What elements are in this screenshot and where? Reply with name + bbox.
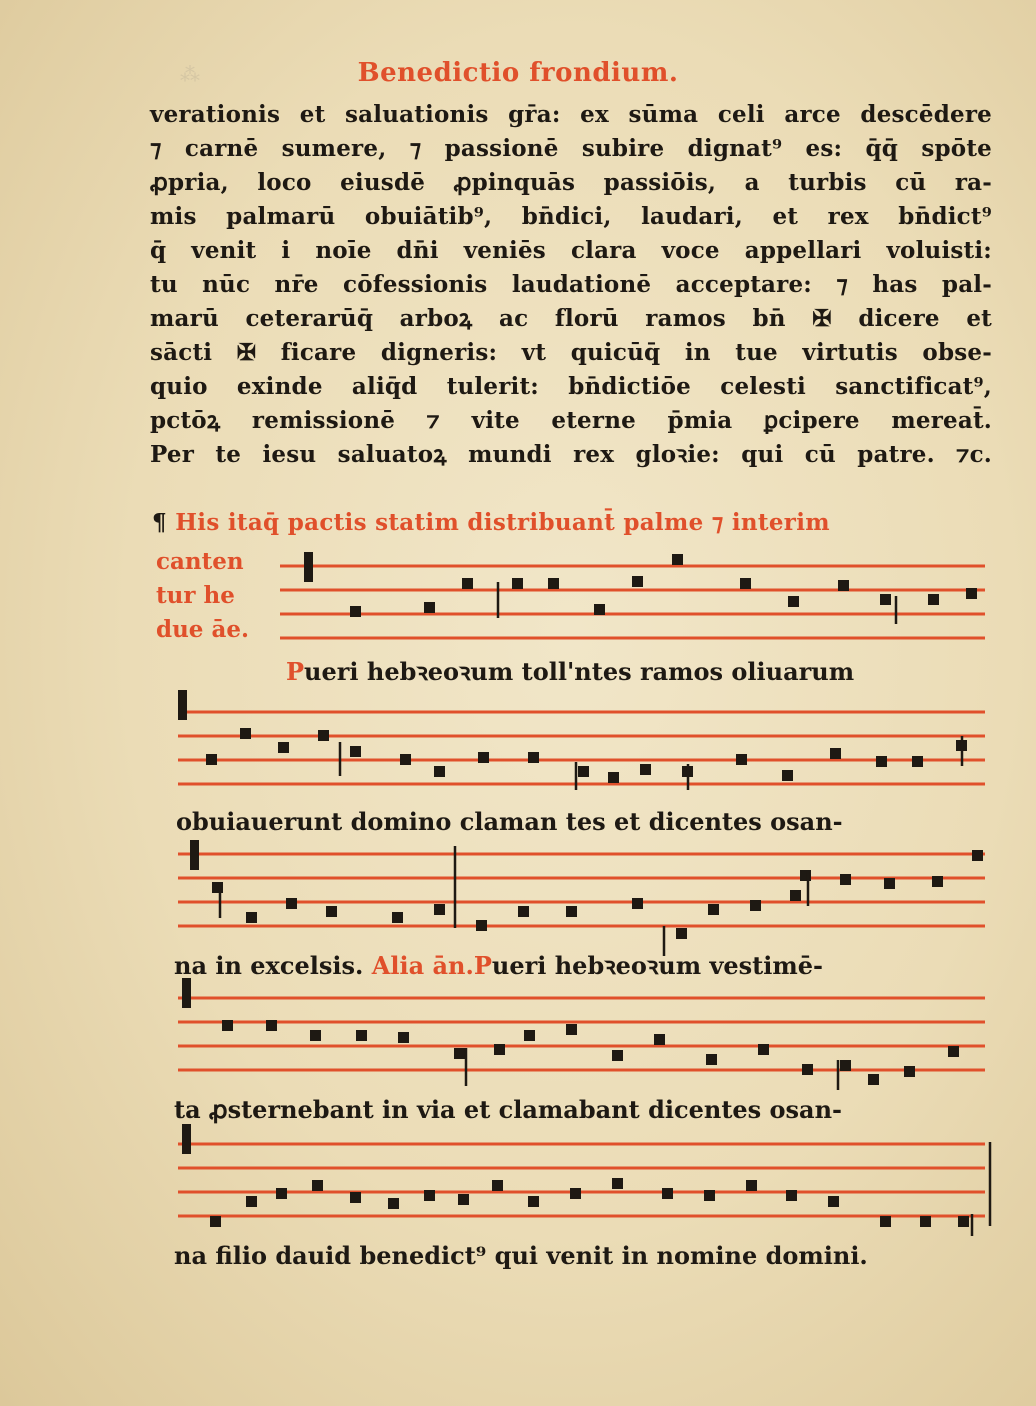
- neume-note: [518, 906, 529, 917]
- neume-note: [454, 1048, 465, 1059]
- neume-note: [350, 746, 361, 757]
- initial-letter: P: [286, 657, 305, 686]
- neume-note: [920, 1216, 931, 1227]
- clef-icon: [182, 978, 191, 1008]
- neume-note: [676, 928, 687, 939]
- neume-note: [434, 904, 445, 915]
- rubric-side-3: due āe.: [156, 616, 249, 643]
- neume-note: [786, 1190, 797, 1201]
- neume-note: [788, 596, 799, 607]
- neume-note: [802, 1064, 813, 1075]
- neume-note: [706, 1054, 717, 1065]
- initial-letter: P: [473, 951, 492, 980]
- neume-note: [492, 1180, 503, 1191]
- neume-note: [424, 602, 435, 613]
- neume-note: [708, 904, 719, 915]
- neume-note: [566, 1024, 577, 1035]
- neume-note: [594, 604, 605, 615]
- neume-note: [632, 576, 643, 587]
- neume-note: [782, 770, 793, 781]
- clef-icon: [182, 1124, 191, 1154]
- neume-note: [662, 1188, 673, 1199]
- neume-note: [424, 1190, 435, 1201]
- neume-note: [278, 742, 289, 753]
- prose-line: quio exinde aliq̄d tulerit: bn̄dictiōe celesti sanctificat⁹,: [150, 373, 992, 400]
- neumes: [178, 552, 990, 1236]
- neume-note: [398, 1032, 409, 1043]
- prose-line: verationis et saluationis gr̄a: ex sūma celi arce descēdere: [150, 101, 992, 128]
- neume-note: [740, 578, 751, 589]
- neume-note: [458, 1194, 469, 1205]
- prose-line: q̄ venit i noīe dn̄i veniēs clara voce appellari voluisti:: [150, 237, 992, 264]
- neume-note: [838, 580, 849, 591]
- neume-note: [318, 730, 329, 741]
- lyric-text: ta ꝓsternebant in via et clamabant dicentes osan-: [174, 1095, 843, 1124]
- neume-note: [750, 900, 761, 911]
- neume-note: [966, 588, 977, 599]
- prose-line: ⁊ carnē sumere, ⁊ passionē subire dignat⁹ es: q̄q̄ spōte: [150, 135, 992, 162]
- neume-note: [512, 578, 523, 589]
- neume-note: [948, 1046, 959, 1057]
- neume-note: [828, 1196, 839, 1207]
- rubric-text: His itaq̄ pactis statim distribuant̄ palme ⁊ interim: [175, 509, 830, 536]
- neume-note: [524, 1030, 535, 1041]
- neume-note: [640, 764, 651, 775]
- neume-note: [790, 890, 801, 901]
- neume-note: [476, 920, 487, 931]
- neume-note: [932, 876, 943, 887]
- neume-note: [800, 870, 811, 881]
- prose-line: marū ceterarūq̄ arboꝝ ac florū ramos bn̄ ✠ dicere et: [150, 305, 992, 332]
- clef-icon: [304, 552, 313, 582]
- prose-line: pctōꝝ remissionē ⁊ vite eterne p̄mia ꝑcipere mereat̄.: [150, 407, 992, 434]
- neume-note: [736, 754, 747, 765]
- neume-note: [928, 594, 939, 605]
- page-heading: Benedictio frondium.: [357, 58, 679, 88]
- lyric-text: obuiauerunt domino claman tes et dicentes osan-: [176, 807, 843, 836]
- neume-note: [392, 912, 403, 923]
- neume-note: [608, 772, 619, 783]
- neume-note: [206, 754, 217, 765]
- neume-note: [880, 594, 891, 605]
- neume-note: [310, 1030, 321, 1041]
- neume-note: [356, 1030, 367, 1041]
- neume-note: [704, 1190, 715, 1201]
- neume-note: [240, 728, 251, 739]
- prose-line: tu nūc nr̄e cōfessionis laudationē acceptare: ⁊ has pal-: [150, 271, 992, 298]
- neume-note: [312, 1180, 323, 1191]
- neume-note: [830, 748, 841, 759]
- neume-note: [758, 1044, 769, 1055]
- neume-note: [388, 1198, 399, 1209]
- lyric-text: ueri hebꝛeoꝛum toll'ntes ramos oliuarum: [304, 657, 855, 686]
- rubric-side-2: tur he: [156, 582, 235, 609]
- prose-line: Per te iesu saluatoꝝ mundi rex gloꝛie: qui cū patre. ⁊c.: [150, 441, 992, 468]
- neume-note: [528, 752, 539, 763]
- neume-note: [246, 1196, 257, 1207]
- neume-note: [434, 766, 445, 777]
- lyric-line-1: [286, 656, 854, 688]
- neume-note: [276, 1188, 287, 1199]
- neume-note: [528, 1196, 539, 1207]
- neume-note: [350, 606, 361, 617]
- neume-note: [840, 1060, 851, 1071]
- neume-note: [210, 1216, 221, 1227]
- pilcrow-mark: ¶: [152, 509, 167, 536]
- lyric-line-2: [176, 806, 843, 838]
- neume-note: [478, 752, 489, 763]
- lyric-text: na filio dauid benedict⁹ qui venit in nomine domini.: [174, 1241, 868, 1270]
- lyric-line-3: [174, 950, 823, 982]
- prose-line: sācti ✠ ficare digneris: vt quicūq̄ in tue virtutis obse-: [150, 339, 992, 366]
- neume-note: [884, 878, 895, 889]
- lyric-text: ueri hebꝛeoꝛum vestimē-: [491, 951, 824, 980]
- neume-note: [912, 756, 923, 767]
- lyric-text: na in excelsis.: [174, 951, 364, 980]
- neume-note: [266, 1020, 277, 1031]
- neume-note: [570, 1188, 581, 1199]
- neume-note: [672, 554, 683, 565]
- neume-note: [326, 906, 337, 917]
- neume-note: [566, 906, 577, 917]
- clef-icon: [178, 690, 187, 720]
- rubric-antiphon: Alia ān.: [371, 951, 474, 980]
- neume-note: [746, 1180, 757, 1191]
- neume-note: [868, 1074, 879, 1085]
- neume-note: [972, 850, 983, 861]
- lyric-line-5: [174, 1240, 868, 1272]
- bleed-through-text: ⁂: [180, 62, 200, 86]
- neume-note: [904, 1066, 915, 1077]
- neume-note: [612, 1050, 623, 1061]
- clef-icon: [190, 840, 199, 870]
- neume-note: [654, 1034, 665, 1045]
- neume-note: [632, 898, 643, 909]
- neume-note: [212, 882, 223, 893]
- neume-note: [222, 1020, 233, 1031]
- neume-note: [840, 874, 851, 885]
- neume-note: [612, 1178, 623, 1189]
- neume-note: [462, 578, 473, 589]
- neume-note: [494, 1044, 505, 1055]
- rubric-side-1: canten: [156, 548, 244, 575]
- lyric-line-4: [174, 1094, 842, 1126]
- neume-note: [876, 756, 887, 767]
- neume-note: [880, 1216, 891, 1227]
- neume-note: [548, 578, 559, 589]
- neume-note: [350, 1192, 361, 1203]
- neume-note: [400, 754, 411, 765]
- neume-note: [286, 898, 297, 909]
- neume-note: [246, 912, 257, 923]
- prose-line: mis palmarū obuiātib⁹, bn̄dici, laudari, et rex bn̄dict⁹: [150, 203, 992, 230]
- prose-line: ꝓpria, loco eiusdē ꝓpinquās passiōis, a turbis cū ra-: [150, 169, 992, 196]
- neume-note: [958, 1216, 969, 1227]
- neume-note: [578, 766, 589, 777]
